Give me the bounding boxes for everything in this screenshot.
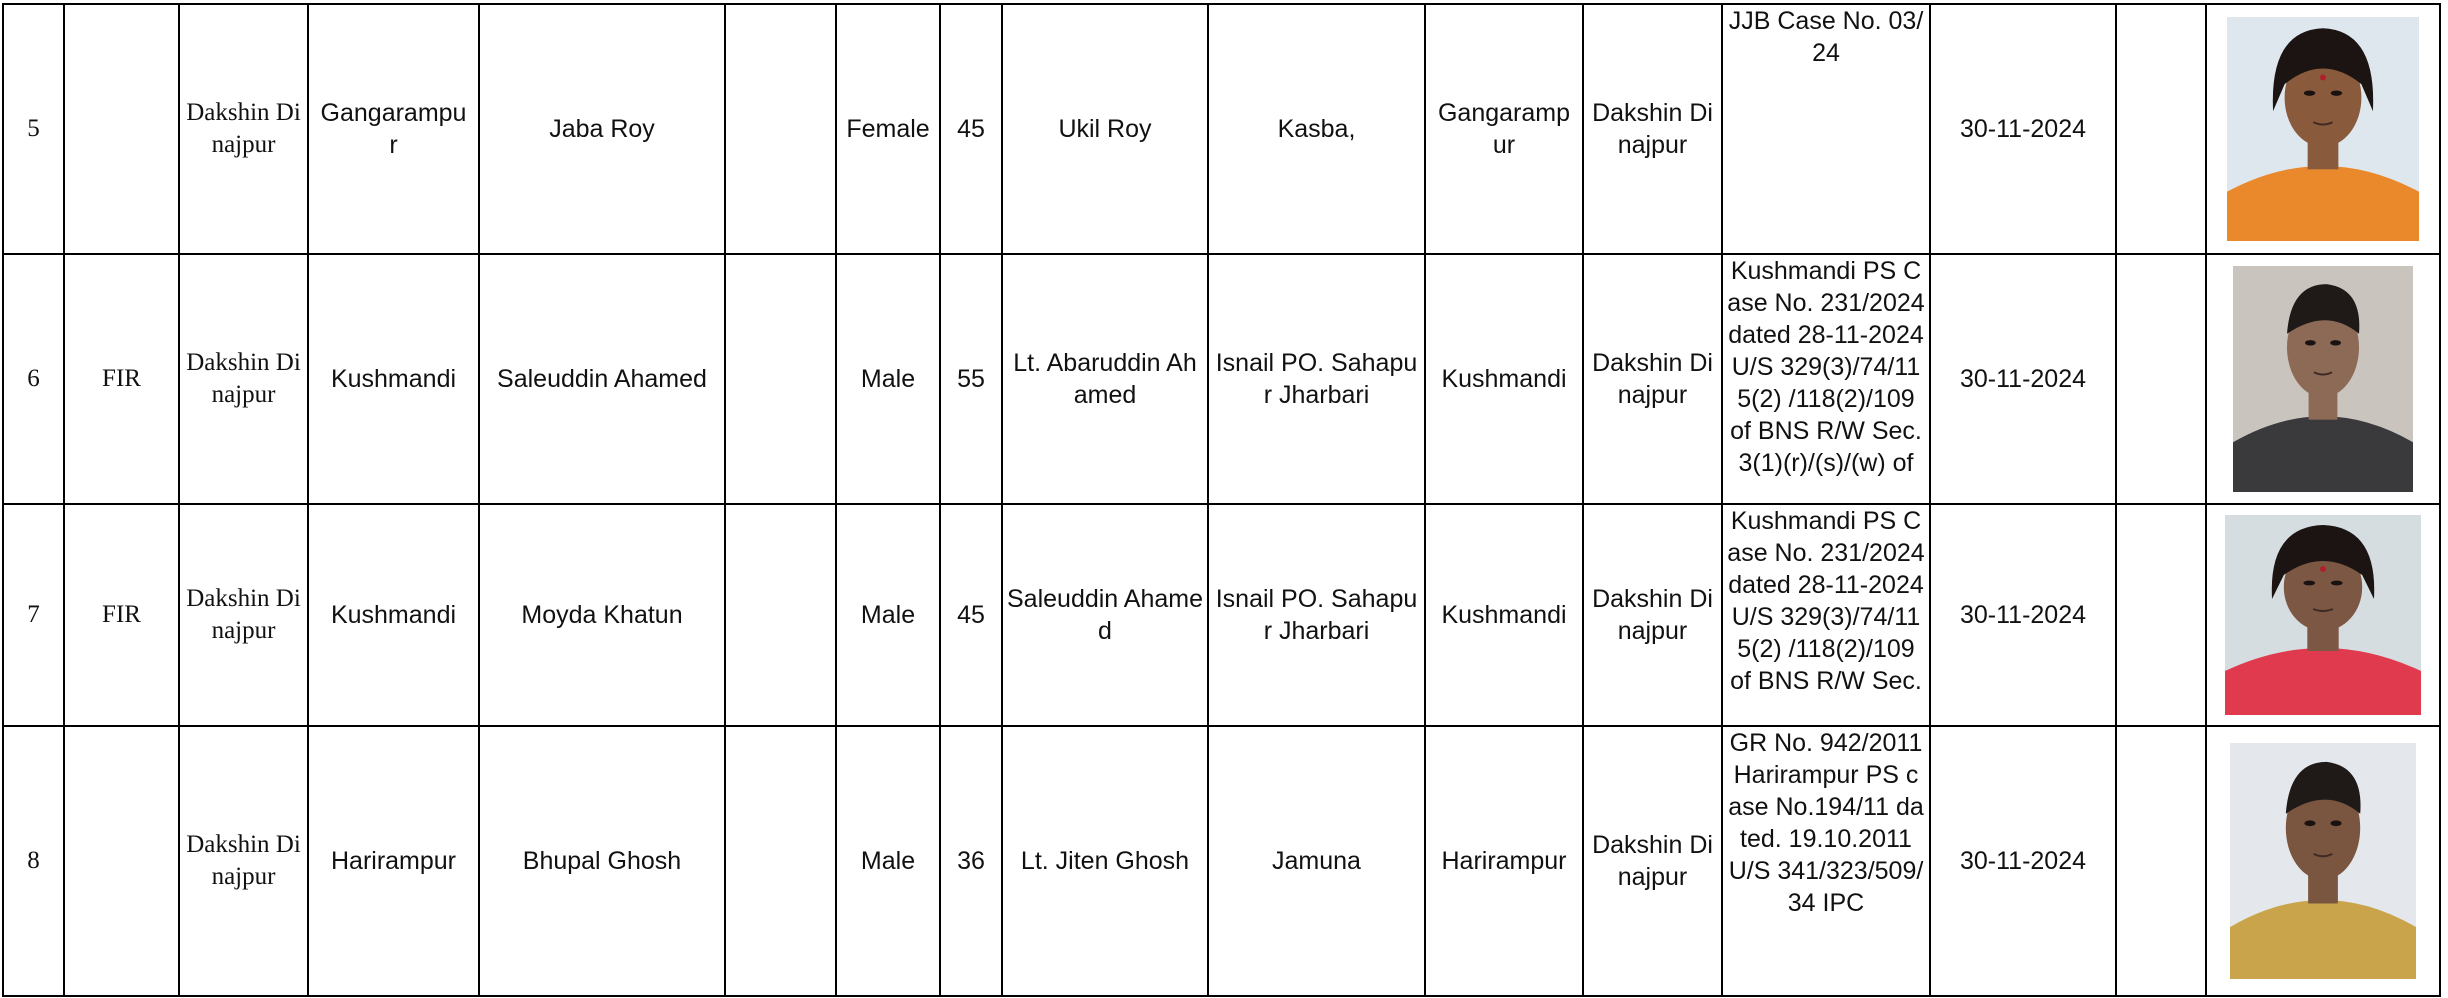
police-station-cell [308, 4, 479, 254]
record-type-cell [64, 4, 179, 254]
table-row [3, 254, 2440, 504]
name-text: Saleuddin Ahamed [497, 365, 707, 393]
case-ref-text: Kushmandi PS Case No. 231/2024 dated 28-11-2024 U/S 329(3)/74/115(2) /118(2)/109 of BNS R/W Sec. [1727, 507, 1925, 695]
sl-text: 5 [27, 115, 40, 142]
district-cell [179, 504, 308, 726]
address-district-cell [1583, 254, 1722, 504]
address-ps-cell [1425, 726, 1583, 996]
father-name-cell [1002, 4, 1208, 254]
photo-cell [2206, 726, 2440, 996]
photo-cell [2206, 4, 2440, 254]
address-text: Kasba, [1277, 115, 1356, 143]
address-text: Jamuna [1272, 847, 1361, 875]
police-station-cell [308, 254, 479, 504]
address-ps-cell [1425, 504, 1583, 726]
name-cell [479, 4, 725, 254]
case-ref-text: Kushmandi PS Case No. 231/2024 dated 28-11-2024 U/S 329(3)/74/115(2) /118(2)/109 of BNS R/W Sec. 3(1)(r)/(s)/(w) of [1727, 257, 1925, 477]
age-cell [940, 504, 1002, 726]
name-text: Jaba Roy [549, 115, 655, 143]
gender-text: Female [846, 115, 930, 143]
father-text: Lt. Jiten Ghosh [1020, 847, 1190, 875]
remarks-cell [2116, 504, 2206, 726]
address-text: Isnail PO. Sahapur Jharbari [1215, 585, 1418, 645]
sl-text: 8 [27, 847, 40, 874]
record-type-cell [64, 726, 179, 996]
police-station-cell [308, 504, 479, 726]
age-text: 36 [957, 847, 985, 875]
address-district-cell [1583, 4, 1722, 254]
age-cell [940, 726, 1002, 996]
date-cell [1930, 726, 2116, 996]
serial-number-cell [3, 504, 64, 726]
father-text: Ukil Roy [1058, 115, 1152, 143]
district-cell [179, 254, 308, 504]
woman-portrait-icon [2227, 17, 2419, 241]
gender-cell [836, 4, 940, 254]
alias-cell [725, 254, 836, 504]
case-reference-cell [1722, 504, 1930, 726]
type-text: FIR [102, 365, 141, 392]
addr-ps-text: Kushmandi [1441, 601, 1567, 629]
case-reference-cell [1722, 726, 1930, 996]
gender-text: Male [860, 847, 916, 875]
case-reference-cell [1722, 4, 1930, 254]
name-cell [479, 726, 725, 996]
addr-ps-text: Harirampur [1441, 847, 1567, 875]
date-text: 30-11-2024 [1959, 847, 2087, 875]
sl-text: 7 [27, 601, 40, 628]
addr-district-text: Dakshin Dinajpur [1592, 585, 1713, 645]
record-type-cell [64, 504, 179, 726]
address-cell [1208, 4, 1425, 254]
name-text: Moyda Khatun [521, 601, 683, 629]
date-cell [1930, 504, 2116, 726]
address-ps-cell [1425, 4, 1583, 254]
gender-cell [836, 254, 940, 504]
addr-ps-text: Gangaramp ur [1437, 99, 1571, 159]
date-text: 30-11-2024 [1959, 365, 2087, 393]
table-row [3, 504, 2440, 726]
gender-cell [836, 504, 940, 726]
remarks-cell [2116, 726, 2206, 996]
photo-cell [2206, 254, 2440, 504]
man-portrait-icon [2230, 743, 2416, 979]
serial-number-cell [3, 254, 64, 504]
ps-text: Kushmandi [330, 365, 457, 393]
records-table [2, 3, 2441, 997]
gender-cell [836, 726, 940, 996]
age-text: 45 [957, 115, 985, 143]
addr-ps-text: Kushmandi [1441, 365, 1567, 393]
case-ref-text: GR No. 942/2011 Harirampur PS case No.194/11 dated. 19.10.2011 U/S 341/323/509/34 IPC [1728, 729, 1924, 917]
address-cell [1208, 254, 1425, 504]
date-text: 30-11-2024 [1959, 601, 2087, 629]
father-name-cell [1002, 726, 1208, 996]
age-text: 45 [957, 601, 985, 629]
age-cell [940, 254, 1002, 504]
district-cell [179, 726, 308, 996]
address-district-cell [1583, 726, 1722, 996]
record-type-cell [64, 254, 179, 504]
address-district-cell [1583, 504, 1722, 726]
address-ps-cell [1425, 254, 1583, 504]
gender-text: Male [860, 365, 916, 393]
district-cell [179, 4, 308, 254]
case-reference-cell [1722, 254, 1930, 504]
police-station-cell [308, 726, 479, 996]
father-text: Saleuddin Ahamed [1007, 585, 1203, 645]
alias-cell [725, 504, 836, 726]
address-cell [1208, 726, 1425, 996]
type-text: FIR [102, 601, 141, 628]
name-cell [479, 504, 725, 726]
serial-number-cell [3, 4, 64, 254]
date-text: 30-11-2024 [1959, 115, 2087, 143]
father-name-cell [1002, 504, 1208, 726]
district-text: Dakshin Dinajpur [186, 831, 301, 890]
ps-text: Harirampur [330, 847, 457, 875]
serial-number-cell [3, 726, 64, 996]
ps-text: Gangarampu r [320, 99, 467, 159]
photo-cell [2206, 504, 2440, 726]
man-portrait-icon [2233, 266, 2413, 492]
sl-text: 6 [27, 365, 40, 392]
ps-text: Kushmandi [330, 601, 457, 629]
addr-district-text: Dakshin Dinajpur [1592, 349, 1713, 409]
date-cell [1930, 4, 2116, 254]
district-text: Dakshin Dinajpur [186, 99, 301, 158]
age-text: 55 [957, 365, 985, 393]
address-text: Isnail PO. Sahapur Jharbari [1215, 349, 1418, 409]
name-cell [479, 254, 725, 504]
address-cell [1208, 504, 1425, 726]
addr-district-text: Dakshin Dinajpur [1592, 99, 1713, 159]
alias-cell [725, 4, 836, 254]
district-text: Dakshin Dinajpur [186, 349, 301, 408]
addr-district-text: Dakshin Dinajpur [1592, 831, 1713, 891]
remarks-cell [2116, 254, 2206, 504]
remarks-cell [2116, 4, 2206, 254]
case-ref-text: JJB Case No. 03/24 [1728, 7, 1924, 67]
father-name-cell [1002, 254, 1208, 504]
district-text: Dakshin Dinajpur [186, 585, 301, 644]
date-cell [1930, 254, 2116, 504]
father-text: Lt. Abaruddin Ahamed [1013, 349, 1197, 409]
alias-cell [725, 726, 836, 996]
woman-portrait-icon [2225, 515, 2421, 715]
age-cell [940, 4, 1002, 254]
table-row [3, 726, 2440, 996]
name-text: Bhupal Ghosh [522, 847, 682, 875]
gender-text: Male [860, 601, 916, 629]
table-row [3, 4, 2440, 254]
